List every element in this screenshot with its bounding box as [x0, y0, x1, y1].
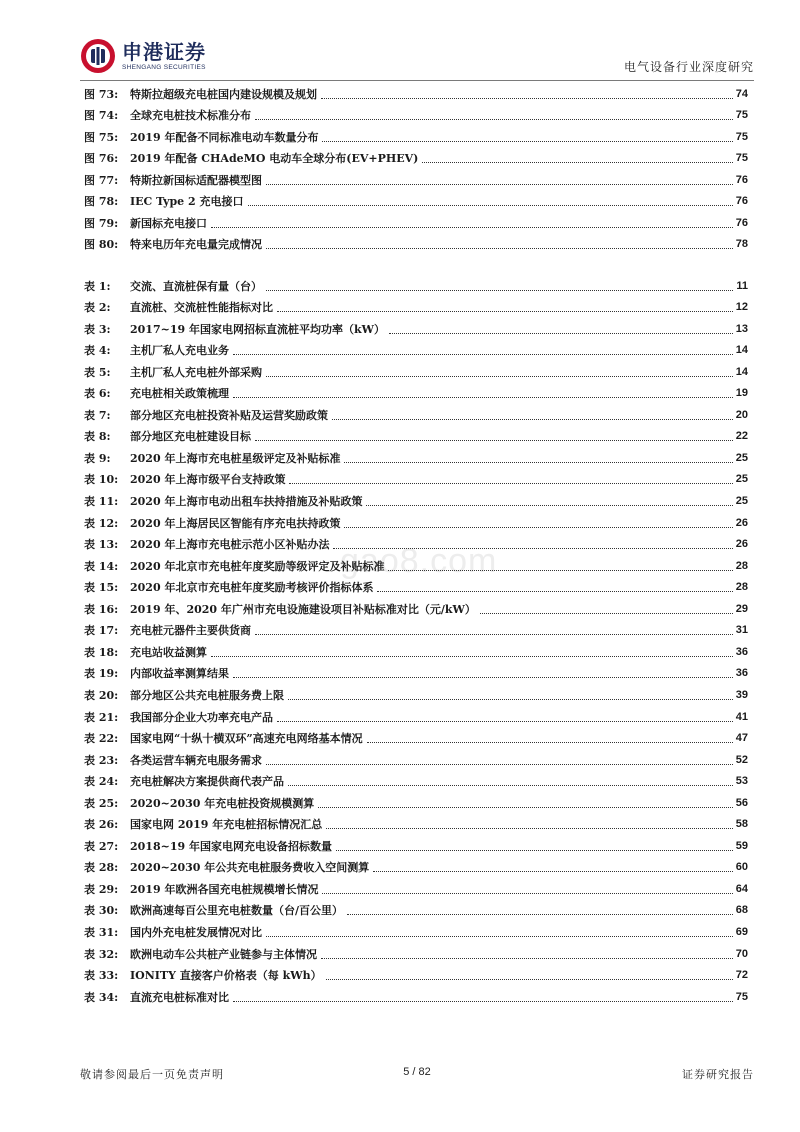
dot-leader	[266, 184, 733, 185]
dot-leader	[233, 677, 733, 678]
toc-entry-label: 表 16:	[84, 602, 119, 616]
disclaimer-note: 敬请参阅最后一页免责声明	[80, 1068, 224, 1081]
dot-leader	[333, 548, 732, 549]
toc-entry[interactable]	[84, 875, 748, 897]
toc-entry-label: 图 75:	[84, 130, 119, 144]
toc-entry-label: 表 34:	[84, 990, 119, 1004]
dot-leader	[266, 248, 733, 249]
dot-leader	[248, 205, 733, 206]
dot-leader	[322, 141, 732, 142]
toc-entry[interactable]	[84, 80, 748, 102]
toc-entry-title: 2020~2030 年充电桩投资规模测算	[130, 796, 315, 810]
toc-entry[interactable]	[84, 574, 748, 596]
toc-entry-page: 26	[735, 538, 748, 551]
dot-leader	[277, 311, 733, 312]
page-footer	[80, 1066, 754, 1086]
toc-entry[interactable]	[84, 444, 748, 466]
toc-entry-title: 2020 年上海市级平台支持政策	[130, 473, 286, 487]
dot-leader	[266, 936, 733, 937]
toc-entry[interactable]	[84, 940, 748, 962]
toc-entry-page: 72	[735, 969, 748, 982]
toc-entry-page: 64	[735, 882, 748, 895]
toc-entry-page: 14	[735, 365, 748, 378]
toc-entry-title: 欧洲电动车公共桩产业链参与主体情况	[130, 947, 317, 961]
toc-entry[interactable]	[84, 531, 748, 553]
toc-entry-label: 表 24:	[84, 775, 119, 789]
toc-entry-page: 68	[735, 904, 748, 917]
toc-entry-title: 全球充电桩技术标准分布	[130, 109, 251, 123]
toc-entry-label: 表 21:	[84, 710, 119, 724]
dot-leader	[322, 893, 732, 894]
toc-entry-page: 41	[735, 710, 748, 723]
dot-leader	[233, 397, 733, 398]
dot-leader	[233, 1001, 733, 1002]
toc-entry[interactable]	[84, 315, 748, 337]
toc-entry-title: 国家电网“十纵十横双环”高速充电网络基本情况	[130, 732, 363, 746]
toc-entry[interactable]	[84, 358, 748, 380]
toc-entry-title: 直流桩、交流桩性能指标对比	[130, 301, 273, 315]
toc-entry[interactable]	[84, 962, 748, 984]
toc-entry-label: 表 31:	[84, 926, 119, 939]
dot-leader	[388, 570, 732, 571]
toc-entry-title: IONITY 直接客户价格表（每 kWh）	[130, 969, 322, 983]
toc-entry-page: 36	[735, 645, 748, 658]
watermark: gao8.com	[340, 542, 498, 580]
toc-entry-page: 53	[735, 775, 748, 788]
toc-entry-page: 75	[735, 130, 748, 143]
dot-leader	[255, 119, 733, 120]
toc-entry-title: 2020 年上海市充电桩示范小区补贴办法	[130, 538, 330, 552]
toc-entry[interactable]	[84, 552, 748, 574]
toc-entry-label: 表 23:	[84, 753, 119, 767]
toc-entry-label: 表 4:	[84, 344, 111, 358]
toc-entry[interactable]	[84, 466, 748, 488]
toc-entry[interactable]	[84, 294, 748, 316]
dot-leader	[336, 850, 733, 851]
logo-chinese-name: 申港证券	[122, 39, 206, 64]
toc-entry[interactable]	[84, 897, 748, 919]
toc-entry-label: 表 22:	[84, 732, 119, 746]
toc-entry-label: 图 74:	[84, 109, 119, 123]
toc-entry-page: 31	[735, 624, 748, 637]
dot-leader	[255, 440, 733, 441]
toc-entry-title: 2020 年上海居民区智能有序充电扶持政策	[130, 516, 341, 530]
toc-entry-page: 78	[735, 238, 748, 251]
dot-leader	[321, 98, 733, 99]
toc-entry-label: 表 5:	[84, 365, 111, 379]
toc-entry-title: 2020 年北京市充电桩年度奖励等级评定及补贴标准	[130, 559, 385, 573]
toc-entry-page: 76	[735, 173, 748, 186]
toc-entry[interactable]	[84, 231, 748, 253]
toc-entry-label: 表 15:	[84, 581, 119, 595]
toc-entry-title: 2018~19 年国家电网充电设备招标数量	[130, 839, 332, 853]
toc-entry-title: 2017~19 年国家电网招标直流桩平均功率（kW）	[130, 322, 385, 336]
toc-entry[interactable]	[84, 811, 748, 833]
toc-entry-page: 25	[735, 473, 748, 486]
dot-leader	[480, 613, 733, 614]
toc-entry-page: 69	[735, 926, 748, 938]
toc-entry-title: 特斯拉新国标适配器模型图	[130, 173, 262, 187]
toc-entry[interactable]	[84, 983, 748, 1005]
toc-entry-label: 表 32:	[84, 947, 119, 961]
dot-leader	[332, 419, 733, 420]
dot-leader	[233, 354, 733, 355]
toc-entry-title: 国家电网 2019 年充电桩招标情况汇总	[130, 818, 323, 832]
toc-entry-page: 29	[735, 602, 748, 615]
toc-entry-label: 表 10:	[84, 473, 119, 487]
dot-leader	[344, 462, 732, 463]
toc-entry-label: 表 30:	[84, 904, 119, 918]
toc-entry-title: 主机厂私人充电桩外部采购	[130, 365, 262, 379]
dot-leader	[422, 162, 732, 163]
toc-entry[interactable]	[84, 401, 748, 423]
dot-leader	[366, 505, 732, 506]
toc-entry-title: 2019 年配备 CHAdeMO 电动车全球分布(EV+PHEV)	[130, 152, 419, 166]
toc-entry-title: 充电桩元器件主要供货商	[130, 624, 251, 638]
toc-entry[interactable]	[84, 272, 748, 294]
toc-entry-title: 2020~2030 年公共充电桩服务费收入空间测算	[130, 861, 370, 875]
toc-entry[interactable]	[84, 768, 748, 790]
toc-entry[interactable]	[84, 725, 748, 747]
dot-leader	[266, 764, 733, 765]
toc-entry-page: 39	[735, 688, 748, 701]
toc-entry-title: 内部收益率测算结果	[130, 667, 229, 681]
toc-entry-label: 表 2:	[84, 301, 111, 315]
toc-entry-label: 表 7:	[84, 408, 111, 422]
dot-leader	[266, 376, 733, 377]
dot-leader	[344, 527, 732, 528]
toc-entry-label: 图 73:	[84, 87, 119, 101]
toc-entry-label: 表 28:	[84, 861, 119, 875]
toc-entry-label: 表 6:	[84, 387, 111, 401]
toc-entry-title: 部分地区公共充电桩服务费上限	[130, 688, 284, 702]
toc-entry-title: 特来电历年充电量完成情况	[130, 238, 262, 252]
toc-entry-title: 2019 年、2020 年广州市充电设施建设项目补贴标准对比（元/kW）	[130, 602, 476, 616]
dot-leader	[373, 871, 732, 872]
logo-english-name: SHENGANG SECURITIES	[122, 63, 206, 71]
toc-entry-title: 直流充电桩标准对比	[130, 990, 229, 1004]
toc-entry[interactable]	[84, 595, 748, 617]
toc-entry-title: 欧洲高速每百公里充电桩数量（台/百公里）	[130, 904, 344, 918]
toc-entry-label: 表 18:	[84, 645, 119, 659]
dot-leader	[288, 699, 733, 700]
toc-entry-title: 部分地区充电桩投资补贴及运营奖励政策	[130, 408, 328, 422]
toc-entry-title: 国内外充电桩发展情况对比	[130, 926, 262, 939]
toc-entry-label: 表 25:	[84, 796, 119, 810]
toc-entry-page: 11	[736, 279, 748, 292]
toc-entry[interactable]	[84, 166, 748, 188]
toc-entry-page: 26	[735, 516, 748, 529]
toc-entry-page: 74	[735, 87, 748, 100]
toc-entry-label: 表 17:	[84, 624, 119, 638]
toc-entry-page: 25	[735, 495, 748, 507]
toc-entry-page: 36	[735, 667, 748, 680]
dot-leader	[347, 914, 733, 915]
toc-entry-page: 75	[735, 990, 748, 1003]
toc-entry-title: 交流、直流桩保有量（台）	[130, 279, 262, 293]
toc-entry-label: 图 79:	[84, 216, 119, 230]
toc-entry[interactable]	[84, 746, 748, 768]
report-type: 电气设备行业深度研究	[623, 60, 754, 74]
toc-entry-page: 75	[735, 109, 748, 122]
toc-entry[interactable]	[84, 337, 748, 359]
dot-leader	[389, 333, 733, 334]
toc-entry-label: 图 78:	[84, 195, 119, 209]
dot-leader	[255, 634, 733, 635]
dot-leader	[277, 721, 733, 722]
toc-entry-label: 表 13:	[84, 538, 119, 552]
toc-entry[interactable]	[84, 832, 748, 854]
toc-entry[interactable]	[84, 703, 748, 725]
toc-entry[interactable]	[84, 617, 748, 639]
toc-entry-title: 2019 年欧洲各国充电桩规模增长情况	[130, 882, 319, 896]
logo-emblem-icon	[80, 38, 116, 74]
toc-entry-page: 22	[735, 430, 748, 443]
toc-entry[interactable]	[84, 660, 748, 682]
toc-entry-label: 表 20:	[84, 688, 119, 702]
toc-entry-label: 表 9:	[84, 451, 111, 465]
toc-entry[interactable]	[84, 854, 748, 876]
toc-entry-page: 20	[735, 408, 748, 421]
toc-entry-page: 58	[735, 818, 748, 831]
toc-entry-label: 图 76:	[84, 152, 119, 166]
dot-leader	[318, 807, 732, 808]
toc-entry-page: 25	[735, 451, 748, 464]
toc-entry-title: 部分地区充电桩建设目标	[130, 430, 251, 444]
toc-entry[interactable]	[84, 919, 748, 941]
toc-entry-title: 2020 年上海市电动出租车扶持措施及补贴政策	[130, 495, 363, 508]
toc-entry-page: 19	[735, 387, 748, 400]
toc-entry-label: 表 3:	[84, 322, 111, 336]
toc-entry-page: 12	[735, 301, 748, 314]
dot-leader	[289, 483, 732, 484]
toc-entry[interactable]	[84, 789, 748, 811]
toc-entry-title: 特斯拉超级充电桩国内建设规模及规划	[130, 87, 317, 101]
page-number: 5 / 82	[403, 1066, 431, 1078]
toc-entry-label: 表 12:	[84, 516, 119, 530]
dot-leader	[326, 979, 733, 980]
toc-entry[interactable]	[84, 145, 748, 167]
dot-leader	[266, 290, 733, 291]
toc-entry-page: 76	[735, 216, 748, 229]
toc-entry-label: 表 14:	[84, 559, 119, 573]
toc-entry-label: 表 29:	[84, 882, 119, 896]
report-category: 证券研究报告	[682, 1068, 754, 1081]
toc-entry-title: 我国部分企业大功率充电产品	[130, 710, 273, 724]
toc-entry-page: 28	[735, 581, 748, 594]
dot-leader	[377, 591, 732, 592]
toc-entry-label: 图 77:	[84, 173, 119, 187]
toc-entry-label: 表 19:	[84, 667, 119, 681]
toc-entry[interactable]	[84, 380, 748, 402]
toc-entry-title: 2020 年北京市充电桩年度奖励考核评价指标体系	[130, 581, 374, 595]
toc-entry-title: 主机厂私人充电业务	[130, 344, 229, 358]
toc-entry[interactable]	[84, 123, 748, 145]
dot-leader	[326, 828, 732, 829]
toc-entry-page: 13	[735, 322, 748, 335]
toc-entry[interactable]	[84, 188, 748, 210]
toc-entry-label: 表 33:	[84, 969, 119, 983]
toc-entry[interactable]	[84, 423, 748, 445]
page-header	[80, 36, 754, 80]
toc-entry-title: 充电桩解决方案提供商代表产品	[130, 775, 284, 789]
toc-entry-label: 表 8:	[84, 430, 111, 444]
toc-entry-page: 28	[735, 559, 748, 572]
toc-entry-page: 76	[735, 195, 748, 208]
dot-leader	[211, 227, 733, 228]
dot-leader	[321, 958, 733, 959]
toc-entry[interactable]	[84, 102, 748, 124]
toc-entry-page: 52	[735, 753, 748, 766]
toc-entry-label: 表 11:	[84, 495, 119, 508]
company-logo	[80, 36, 206, 76]
toc-entry-page: 70	[735, 947, 748, 960]
toc-entry[interactable]	[84, 509, 748, 531]
toc-entry-page: 59	[735, 839, 748, 852]
toc-entry[interactable]	[84, 209, 748, 231]
toc-entry-title: 2019 年配备不同标准电动车数量分布	[130, 130, 319, 144]
toc-entry-page: 47	[735, 732, 748, 745]
toc-entry-title: 2020 年上海市充电桩星级评定及补贴标准	[130, 451, 341, 465]
toc-entry-label: 表 26:	[84, 818, 119, 832]
toc-entry[interactable]	[84, 638, 748, 660]
toc-entry-label: 表 27:	[84, 839, 119, 853]
toc-entry[interactable]	[84, 681, 748, 703]
toc-entry-label: 表 1:	[84, 279, 111, 293]
toc-entry-label: 图 80:	[84, 238, 119, 252]
toc-entry-title: 充电站收益测算	[130, 645, 207, 659]
toc-entry-title: 各类运营车辆充电服务需求	[130, 753, 262, 767]
toc-entry-title: 充电桩相关政策梳理	[130, 387, 229, 401]
dot-leader	[288, 785, 733, 786]
toc-entry-page: 75	[735, 152, 748, 165]
toc-entry-page: 56	[735, 796, 748, 809]
dot-leader	[367, 742, 733, 743]
toc-entry-title: 新国标充电接口	[130, 216, 207, 230]
toc-entry-page: 14	[735, 344, 748, 357]
toc-entry-title: IEC Type 2 充电接口	[130, 195, 244, 209]
toc-entry-page: 60	[735, 861, 748, 874]
dot-leader	[211, 656, 733, 657]
toc-entry[interactable]	[84, 488, 748, 510]
